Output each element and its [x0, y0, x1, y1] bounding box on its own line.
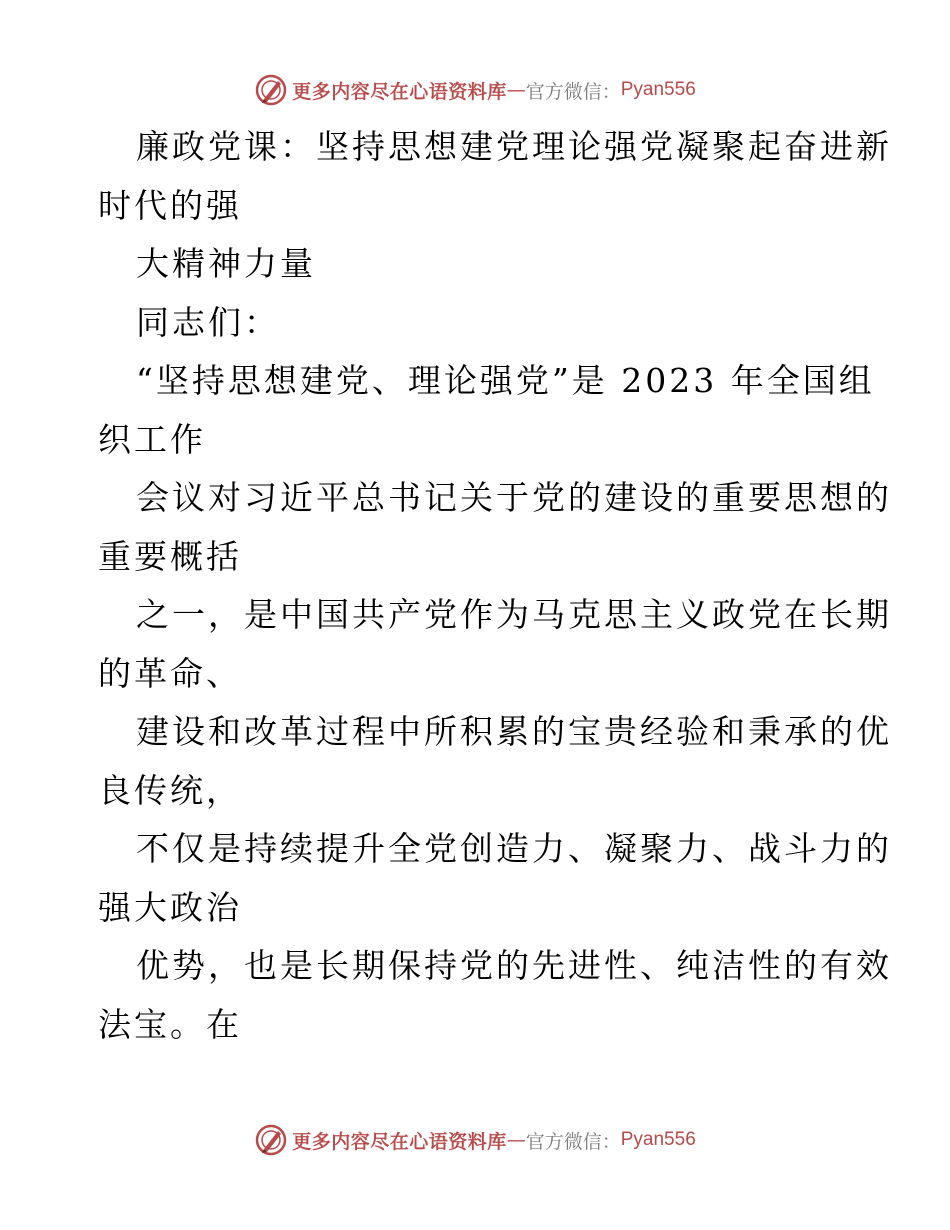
pen-logo-icon [254, 73, 288, 107]
text-line: 优势，也是长期保持党的先进性、纯洁性的有效 [136, 946, 892, 985]
footer-banner [0, 1118, 950, 1162]
banner-official-label: 官方微信： [525, 80, 621, 103]
text-line: 强大政治 [98, 887, 242, 927]
document-body [98, 118, 892, 1054]
text-line: 良传统， [98, 770, 242, 810]
text-line: 之一，是中国共产党作为马克思主义政党在长期 [136, 595, 892, 634]
pen-logo-icon [254, 1123, 288, 1157]
text-line: 建设和改革过程中所积累的宝贵经验和秉承的优 [136, 712, 892, 751]
banner-dash: — [506, 1129, 526, 1151]
text-line: 的革命、 [98, 653, 242, 693]
text-line: 会议对习近平总书记关于党的建设的重要思想的 [136, 478, 892, 517]
text-line: 重要概括 [98, 536, 242, 576]
banner-dash: — [506, 79, 526, 101]
text-line: 不仅是持续提升全党创造力、凝聚力、战斗力的 [136, 829, 892, 868]
header-banner [0, 68, 950, 112]
text-line: 廉政党课：坚持思想建党理论强党凝聚起奋进新 [136, 127, 892, 166]
text-line: 法宝。在 [98, 1004, 242, 1044]
banner-wechat-id: Pyan556 [620, 1129, 696, 1150]
banner-wechat-id: Pyan556 [620, 79, 696, 100]
text-line: 时代的强 [98, 185, 242, 225]
text-line: 同志们： [136, 302, 280, 342]
text-line: 大精神力量 [136, 244, 316, 283]
text-line: “坚持思想建党、理论强党”是 2023 年全国组 [136, 361, 875, 400]
banner-main-text: 更多内容尽在心语资料库 [292, 80, 507, 103]
banner-official-label: 官方微信： [525, 1130, 621, 1153]
text-line: 织工作 [98, 419, 206, 459]
banner-main-text: 更多内容尽在心语资料库 [292, 1130, 507, 1153]
